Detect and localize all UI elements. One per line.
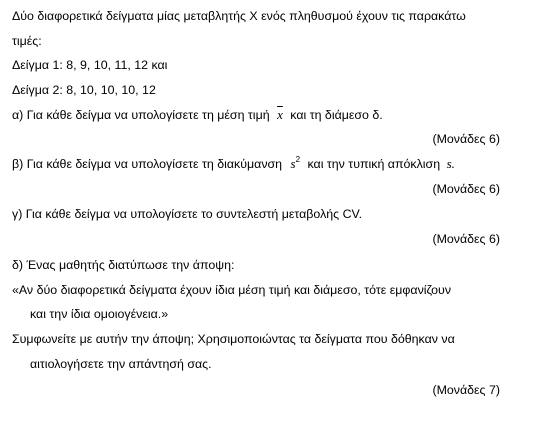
- variance-symbol: s: [290, 156, 296, 171]
- part-a-text-after: και τη διάμεσο δ.: [290, 108, 383, 122]
- sample-1: Δείγμα 1: 8, 9, 10, 11, 12 και: [12, 58, 168, 72]
- part-d-line-1: δ) Ένας μαθητής διατύπωσε την άποψη:: [12, 258, 235, 272]
- part-d-question-line-2: αιτιολογήσετε την απάντησή σας.: [30, 357, 212, 371]
- part-d-quote-line-2: και την ίδια ομοιογένεια.»: [30, 307, 169, 321]
- part-d-quote-line-1: «Αν δύο διαφορετικά δείγματα έχουν ίδια μέση τιμή και διάμεσο, τότε εμφανίζουν: [12, 283, 452, 297]
- part-a-question: [12, 107, 383, 123]
- part-a-marks: (Μονάδες 6): [432, 132, 500, 146]
- part-d-marks: (Μονάδες 7): [432, 383, 500, 397]
- sample-2: Δείγμα 2: 8, 10, 10, 10, 12: [12, 83, 156, 97]
- part-d-question-line-1: Συμφωνείτε με αυτήν την άποψη; Χρησιμοποιώντας τα δείγματα που δόθηκαν να: [12, 332, 455, 346]
- part-b-text-before: β) Για κάθε δείγμα να υπολογίσετε τη διακύμανση: [12, 157, 283, 171]
- part-b-question: [12, 156, 455, 172]
- mean-symbol: $\overline{x}$: [277, 107, 283, 122]
- part-b-marks: (Μονάδες 6): [432, 182, 500, 196]
- part-c-marks: (Μονάδες 6): [432, 232, 500, 246]
- std-dev-symbol: s.: [446, 156, 455, 171]
- variance-superscript: 2: [295, 155, 301, 164]
- part-a-text-before: α) Για κάθε δείγμα να υπολογίσετε τη μέση τιμή: [12, 108, 270, 122]
- part-b-text-middle: και την τυπική απόκλιση: [307, 157, 441, 171]
- part-c-question: γ) Για κάθε δείγμα να υπολογίσετε το συντελεστή μεταβολής CV.: [12, 207, 363, 221]
- intro-line-2: τιμές:: [12, 34, 42, 48]
- intro-line-1: Δύο διαφορετικά δείγματα μίας μεταβλητής Χ ενός πληθυσμού έχουν τις παρακάτω: [12, 9, 466, 23]
